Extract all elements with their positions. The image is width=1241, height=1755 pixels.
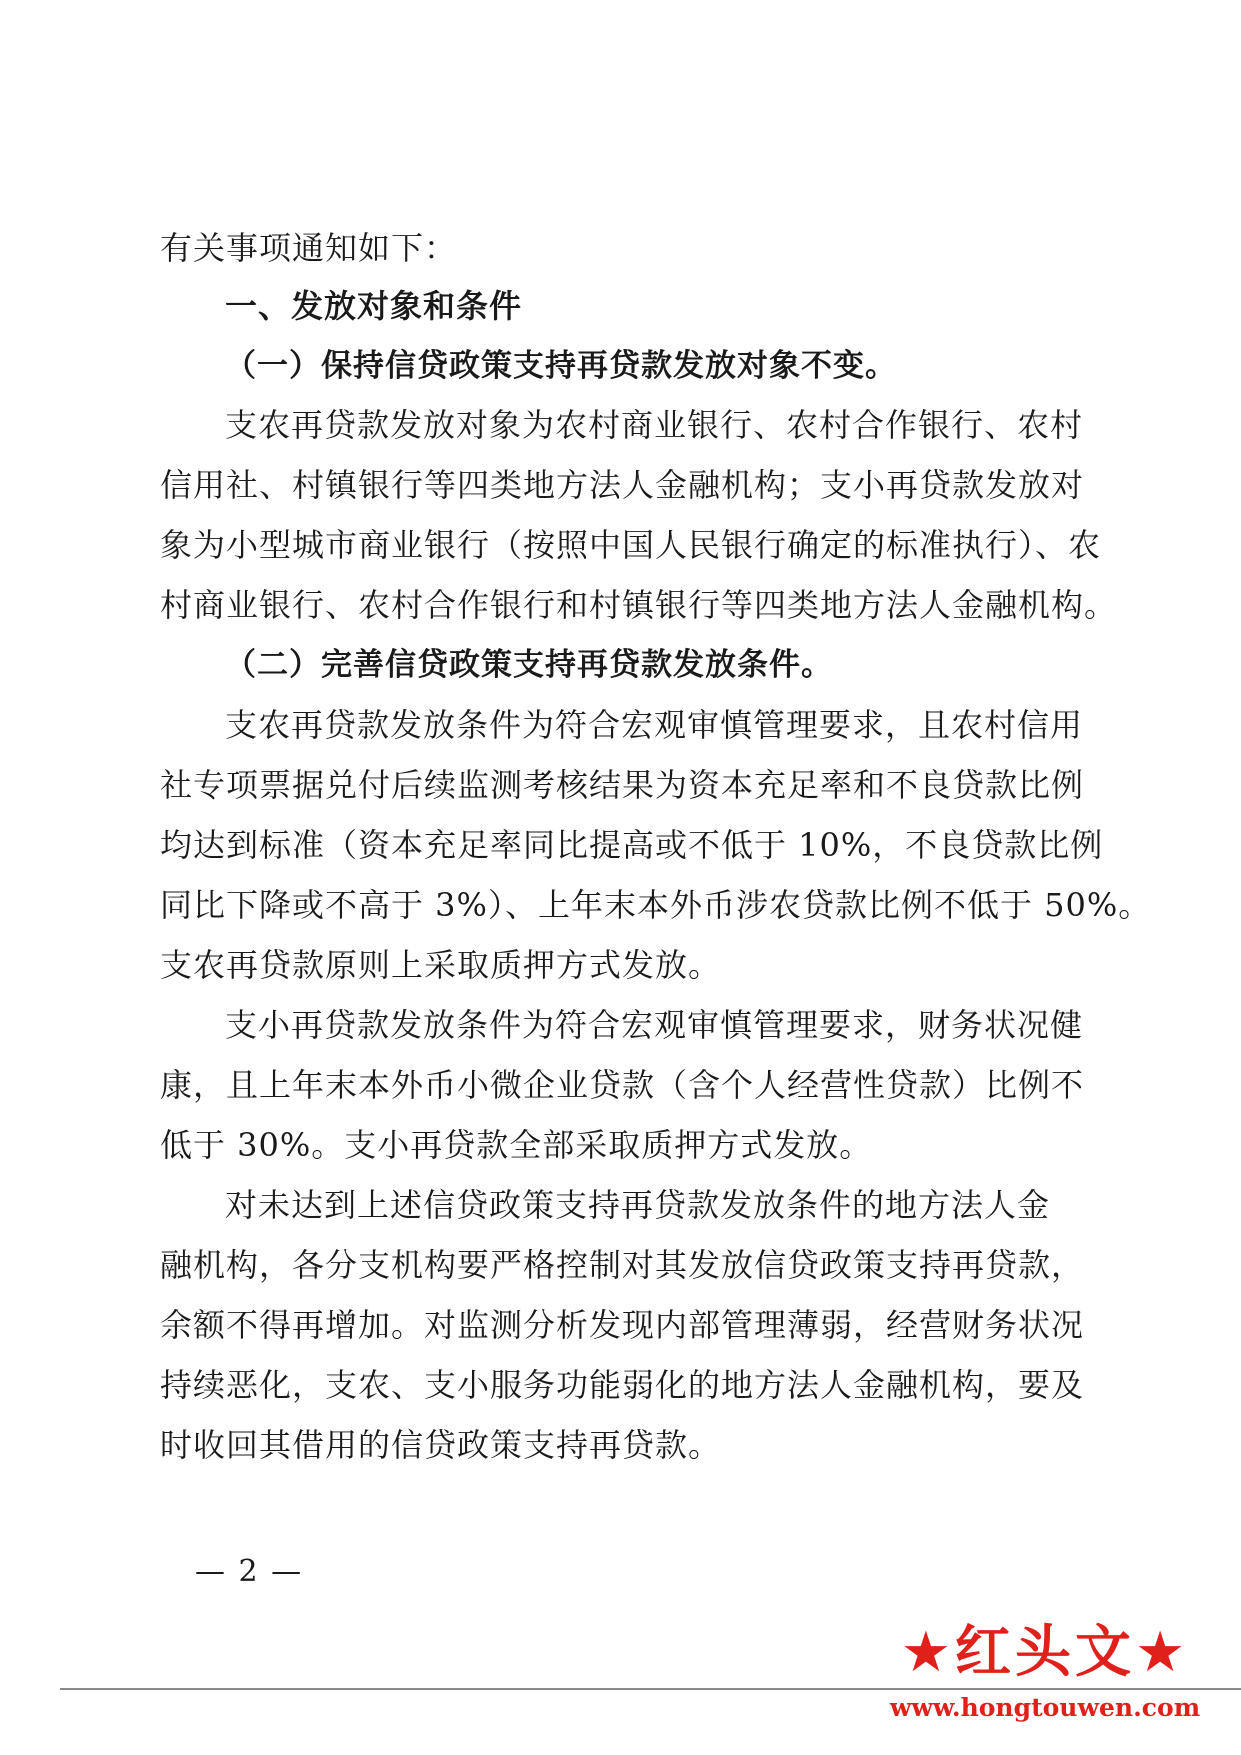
- para1-line-4: 村商业银行、农村合作银行和村镇银行等四类地方法人金融机构。: [160, 586, 1118, 624]
- watermark: [860, 1618, 1230, 1748]
- para2-line-4: 同比下降或不高于 3%）、上年末本外币涉农贷款比例不低于 50%。: [160, 886, 1152, 924]
- para4-line-4: 持续恶化，支农、支小服务功能弱化的地方法人金融机构，要及: [160, 1366, 1085, 1404]
- para3-line-2: 康，且上年末本外币小微企业贷款（含个人经营性贷款）比例不: [160, 1066, 1085, 1104]
- para2-line-1: 支农再贷款发放条件为符合宏观审慎管理要求，且农村信用: [225, 706, 1084, 744]
- para2-line-3: 均达到标准（资本充足率同比提高或不低于 10%，不良贷款比例: [160, 826, 1104, 864]
- para4-line-1: 对未达到上述信贷政策支持再贷款发放条件的地方法人金: [225, 1186, 1051, 1224]
- para4-line-3: 余额不得再增加。对监测分析发现内部管理薄弱，经营财务状况: [160, 1306, 1085, 1344]
- para2-line-2: 社专项票据兑付后续监测考核结果为资本充足率和不良贷款比例: [160, 766, 1085, 804]
- page-number: — 2 —: [195, 1554, 304, 1589]
- section-1-title: 一、发放对象和条件: [225, 287, 523, 325]
- para1-line-2: 信用社、村镇银行等四类地方法人金融机构；支小再贷款发放对: [160, 466, 1085, 504]
- subsection-1-title: （一）保持信贷政策支持再贷款发放对象不变。: [225, 348, 897, 384]
- para3-line-1: 支小再贷款发放条件为符合宏观审慎管理要求，财务状况健: [225, 1006, 1084, 1044]
- para1-line-1: 支农再贷款发放对象为农村商业银行、农村合作银行、农村: [225, 406, 1084, 444]
- intro-line: 有关事项通知如下：: [160, 229, 458, 267]
- para4-line-5: 时收回其借用的信贷政策支持再贷款。: [160, 1426, 722, 1464]
- para2-line-5: 支农再贷款原则上采取质押方式发放。: [160, 946, 722, 984]
- subsection-2-title: （二）完善信贷政策支持再贷款发放条件。: [225, 647, 833, 683]
- para3-line-3: 低于 30%。支小再贷款全部采取质押方式发放。: [160, 1126, 873, 1164]
- watermark-title: ★红头文★: [900, 1620, 1190, 1685]
- para4-line-2: 融机构，各分支机构要严格控制对其发放信贷政策支持再贷款，: [160, 1246, 1085, 1284]
- para1-line-3: 象为小型城市商业银行（按照中国人民银行确定的标准执行）、农: [160, 526, 1102, 564]
- watermark-url: www.hongtouwen.com: [889, 1693, 1201, 1722]
